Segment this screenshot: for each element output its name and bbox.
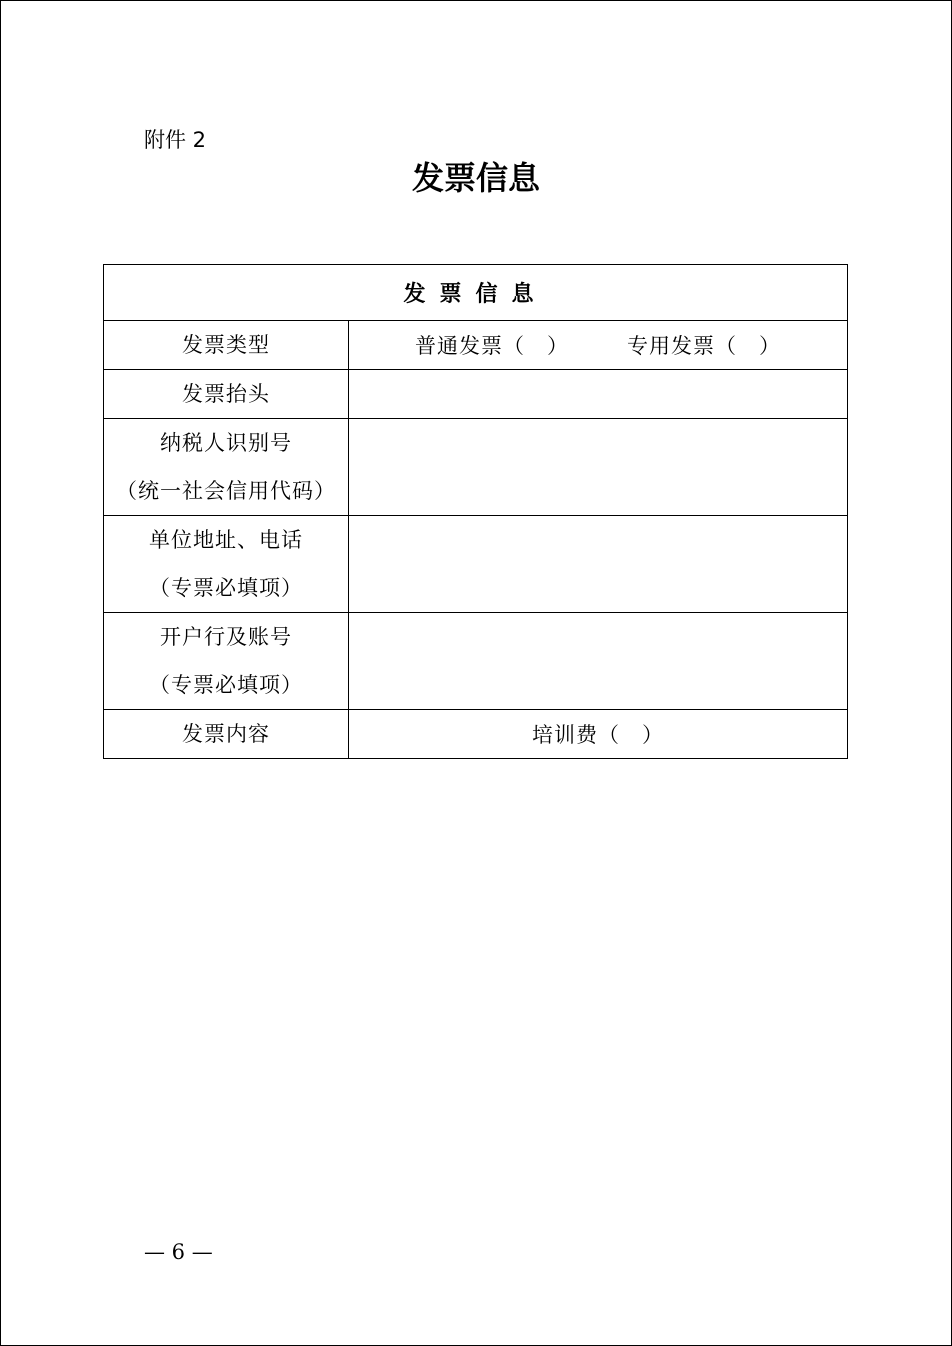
value-invoice-type[interactable] [349, 321, 848, 370]
label-invoice-header: 发票抬头 [104, 370, 349, 419]
option-ordinary-invoice[interactable]: 普通发票（ ） [415, 334, 569, 358]
attachment-label: 附件 2 [144, 128, 207, 152]
page-number: — 6 — [144, 1240, 213, 1264]
document-title: 发票信息 [411, 159, 540, 197]
table-row-invoice-type [104, 321, 848, 370]
value-bank-account[interactable] [349, 613, 848, 710]
label-invoice-content: 发票内容 [104, 710, 349, 759]
table-header-row [104, 265, 848, 321]
invoice-info-table [103, 264, 848, 759]
option-special-invoice[interactable]: 专用发票（ ） [627, 334, 781, 358]
value-taxpayer-id[interactable] [349, 419, 848, 516]
value-invoice-content[interactable]: 培训费（ ） [349, 710, 848, 759]
table-row-taxpayer-id [104, 419, 848, 516]
label-taxpayer-id: 纳税人识别号 （统一社会信用代码） [104, 419, 349, 516]
table-row-address-phone [104, 516, 848, 613]
label-bank-account: 开户行及账号 （专票必填项） [104, 613, 349, 710]
table-header: 发票信息 [104, 265, 848, 321]
value-invoice-header[interactable] [349, 370, 848, 419]
table-row-bank-account [104, 613, 848, 710]
label-invoice-type: 发票类型 [104, 321, 349, 370]
value-address-phone[interactable] [349, 516, 848, 613]
table-row-invoice-header [104, 370, 848, 419]
table-row-invoice-content [104, 710, 848, 759]
label-address-phone: 单位地址、电话 （专票必填项） [104, 516, 349, 613]
